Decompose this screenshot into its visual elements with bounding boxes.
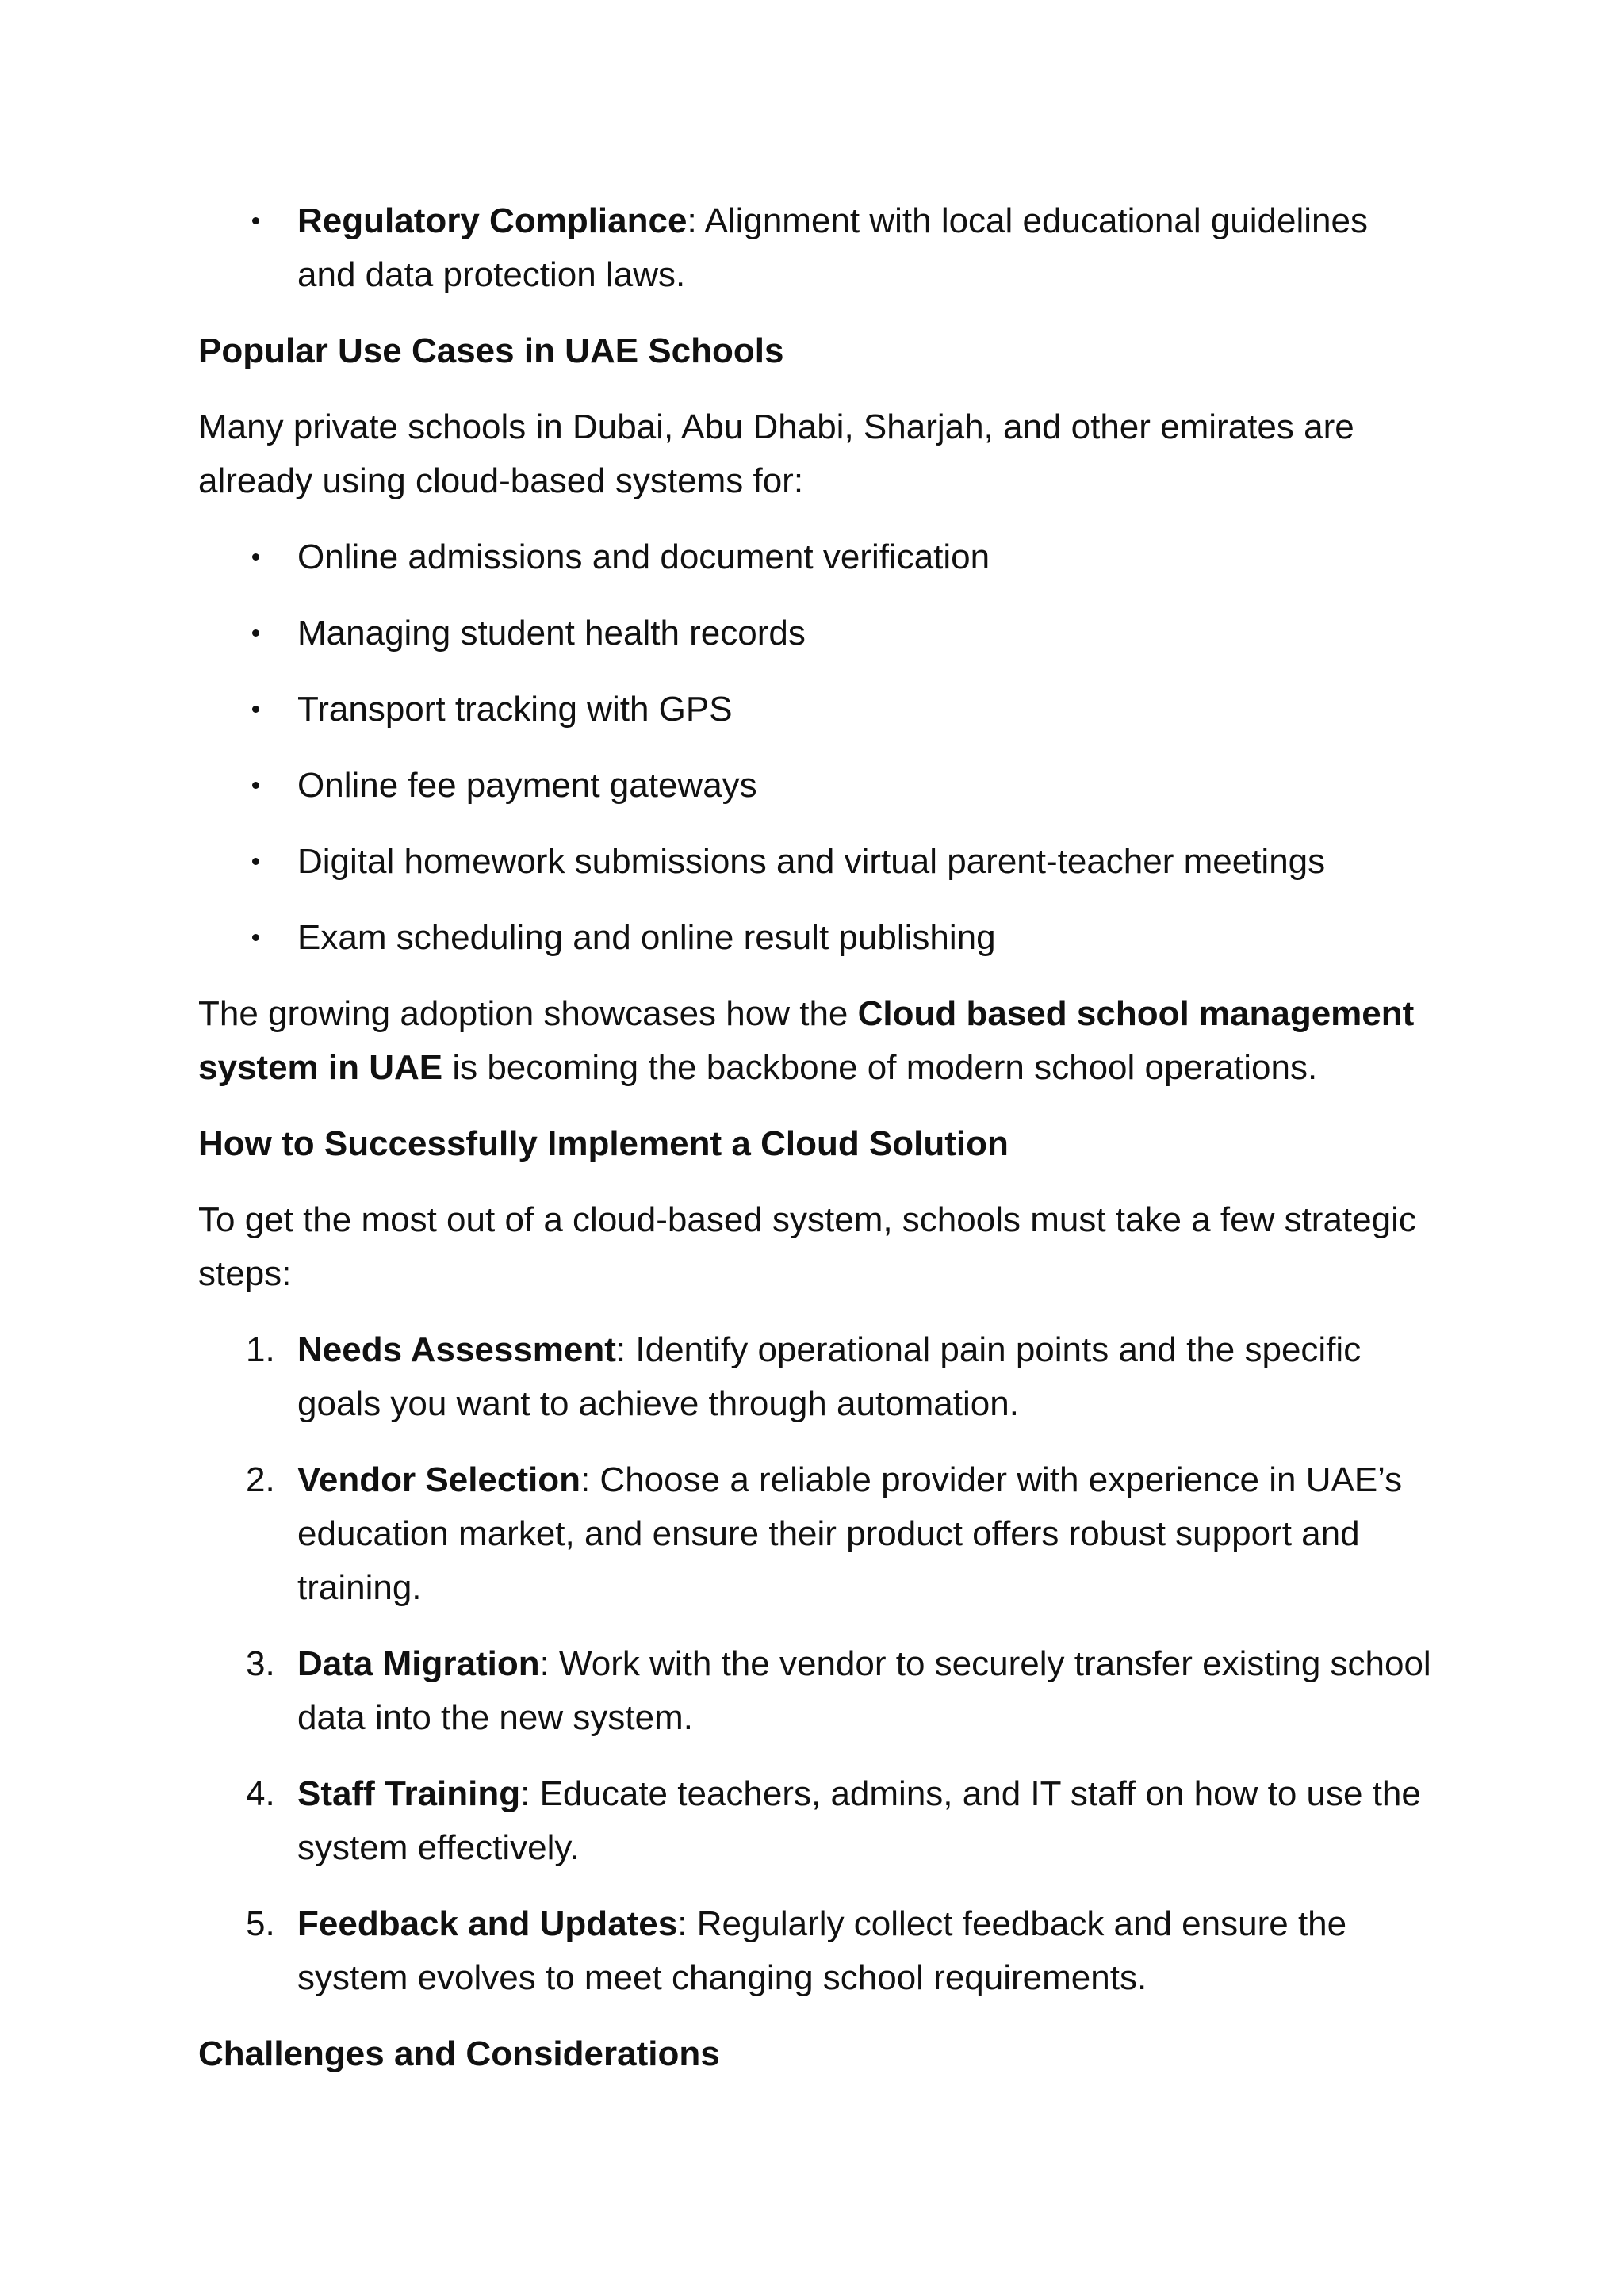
list-item-number: 4.: [246, 1774, 275, 1813]
list-item: Transport tracking with GPS: [297, 683, 1435, 737]
list-item: Exam scheduling and online result publishing: [297, 911, 1435, 965]
list-item: Online fee payment gateways: [297, 759, 1435, 813]
list-item: [246, 1323, 1435, 1431]
list-item-text: : Identify operational pain points and the specific goals you want to achieve through automation.: [297, 1330, 1362, 1423]
closing-text-bold: Cloud based school management system in UAE: [198, 994, 1415, 1087]
list-item: Digital homework submissions and virtual parent-teacher meetings: [297, 835, 1435, 889]
list-item: Managing student health records: [297, 607, 1435, 660]
section-heading-implement: How to Successfully Implement a Cloud Solution: [198, 1124, 1009, 1163]
list-item-bold: Staff Training: [297, 1774, 521, 1813]
list-item: [246, 1897, 1435, 2005]
list-item-text: : Choose a reliable provider with experience in UAE’s education market, and ensure their product offers robust support and training.: [297, 1460, 1403, 1607]
section-heading-challenges: Challenges and Considerations: [198, 2034, 720, 2073]
list-item: Online admissions and document verification: [297, 530, 1435, 584]
list-item-number: 1.: [246, 1330, 275, 1369]
list-item-number: 5.: [246, 1904, 275, 1943]
list-item-bold: Vendor Selection: [297, 1460, 580, 1499]
list-item-text: : Regularly collect feedback and ensure the system evolves to meet changing school requirements.: [297, 1904, 1347, 1997]
list-item-number: 2.: [246, 1460, 275, 1499]
document-body: [198, 194, 1435, 2103]
section-intro-use-cases: Many private schools in Dubai, Abu Dhabi, Sharjah, and other emirates are already using cloud-based systems for:: [198, 408, 1354, 500]
list-item: [246, 1767, 1435, 1875]
numbered-list-steps: [198, 1323, 1435, 2005]
list-item: [297, 194, 1435, 302]
section-intro-implement: To get the most out of a cloud-based system, schools must take a few strategic steps:: [198, 1200, 1416, 1293]
list-item-bold: Needs Assessment: [297, 1330, 616, 1369]
bullet-list-use-cases: [198, 530, 1435, 965]
list-item-bold: Data Migration: [297, 1644, 540, 1683]
list-item: [246, 1637, 1435, 1745]
closing-text-pre: The growing adoption showcases how the: [198, 994, 858, 1033]
closing-paragraph: [198, 987, 1435, 1095]
section-heading-use-cases: Popular Use Cases in UAE Schools: [198, 331, 784, 370]
list-item-bold: Feedback and Updates: [297, 1904, 678, 1943]
bullet-list-top: [198, 194, 1435, 302]
list-item: [246, 1453, 1435, 1615]
list-item-text: : Work with the vendor to securely transfer existing school data into the new system.: [297, 1644, 1431, 1737]
list-item-text: : Alignment with local educational guidelines and data protection laws.: [297, 201, 1368, 294]
list-item-text: : Educate teachers, admins, and IT staff on how to use the system effectively.: [297, 1774, 1421, 1867]
list-item-bold: Regulatory Compliance: [297, 201, 688, 240]
closing-text-post: is becoming the backbone of modern school operations.: [442, 1048, 1318, 1087]
list-item-number: 3.: [246, 1644, 275, 1683]
